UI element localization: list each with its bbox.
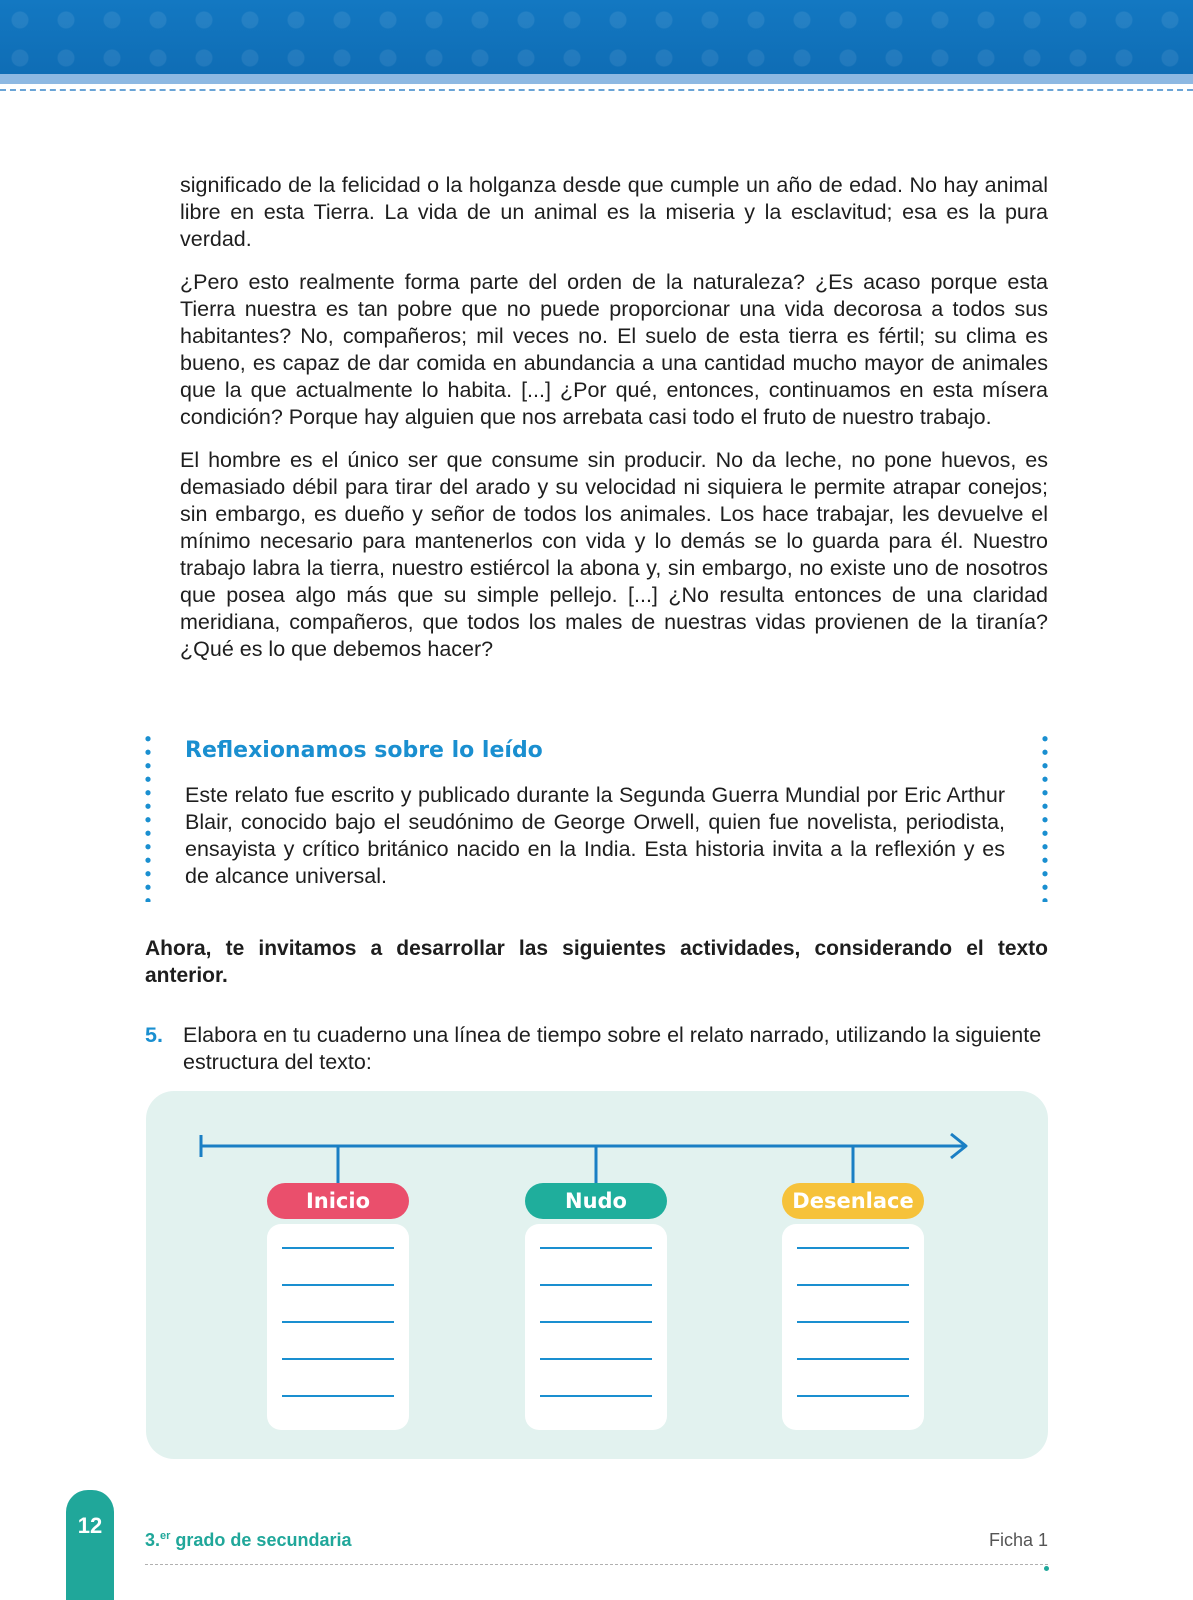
answer-line[interactable] <box>797 1321 909 1323</box>
reading-paragraph: significado de la felicidad o la holganza desde que cumple un año de edad. No hay animal libre en esta Tierra. La vida de un animal es la miseria y la esclavitud; esa es la pura verdad. <box>180 173 1048 251</box>
answer-line[interactable] <box>540 1321 652 1323</box>
stage-answer-card <box>267 1224 409 1430</box>
header-strip <box>0 74 1193 84</box>
answer-line[interactable] <box>540 1358 652 1360</box>
header-divider <box>0 89 1193 91</box>
grade-prefix: 3. <box>145 1530 161 1550</box>
activity-5 <box>145 1022 1048 1076</box>
stage-label: Inicio <box>267 1183 409 1219</box>
grade-ordinal: er <box>160 1530 171 1542</box>
answer-line[interactable] <box>282 1395 394 1397</box>
stage-nudo <box>525 1183 667 1430</box>
stage-answer-card <box>525 1224 667 1430</box>
answer-line[interactable] <box>540 1395 652 1397</box>
stage-label: Nudo <box>525 1183 667 1219</box>
answer-line[interactable] <box>797 1284 909 1286</box>
reflection-title: Reflexionamos sobre lo leído <box>185 738 543 763</box>
reading-paragraph: El hombre es el único ser que consume sin producir. No da leche, no pone huevos, es demasiado débil para tirar del arado y su velocidad ni siquiera le permite atrapar conejos; sin embargo, es dueño y señor de todos los animales. Los hace trabajar, les devuelve el mínimo necesario para mantenerlos con vida y lo demás se lo guarda para él. Nuestro trabajo labra la tierra, nuestro estiércol la abona y, sin embargo, no existe uno de nosotros que posea algo más que su simple pellejo. [...] ¿No resulta entonces de una claridad meridiana, compañeros, que todos los males de nuestras vidas provienen de la tiranía? ¿Qué es lo que debemos hacer? <box>180 448 1048 661</box>
answer-line[interactable] <box>797 1247 909 1249</box>
stage-desenlace <box>782 1183 924 1430</box>
page-tab <box>66 1490 114 1600</box>
grade-suffix: grado de secundaria <box>170 1530 352 1550</box>
answer-line[interactable] <box>797 1358 909 1360</box>
reading-excerpt <box>180 172 1048 679</box>
activity-number: 5. <box>145 1023 163 1047</box>
page-number: 12 <box>77 1513 103 1538</box>
answer-line[interactable] <box>540 1247 652 1249</box>
footer-dot <box>1044 1566 1049 1571</box>
ficha-label: Ficha 1 <box>988 1530 1048 1550</box>
dotted-border-left <box>145 732 151 902</box>
reflection-box <box>145 732 1048 902</box>
stage-label: Desenlace <box>782 1183 924 1219</box>
answer-line[interactable] <box>282 1321 394 1323</box>
reflection-text: Este relato fue escrito y publicado durante la Segunda Guerra Mundial por Eric Arthur Blair, conocido bajo el seudónimo de George Orwell, quien fue novelista, periodista, ensayista y crítico británico nacido en la India. Esta historia invita a la reflexión y es de alcance universal. <box>185 783 1005 888</box>
footer-divider <box>145 1564 1048 1565</box>
grade-label <box>145 1530 351 1551</box>
answer-line[interactable] <box>797 1395 909 1397</box>
answer-line[interactable] <box>540 1284 652 1286</box>
header-pattern <box>0 0 1193 74</box>
answer-line[interactable] <box>282 1358 394 1360</box>
timeline-panel <box>146 1091 1048 1459</box>
stage-inicio <box>267 1183 409 1430</box>
answer-line[interactable] <box>282 1284 394 1286</box>
activity-text: Elabora en tu cuaderno una línea de tiempo sobre el relato narrado, utilizando la siguiente estructura del texto: <box>183 1023 1042 1074</box>
reading-paragraph: ¿Pero esto realmente forma parte del orden de la naturaleza? ¿Es acaso porque esta Tierra nuestra es tan pobre que no puede proporcionar una vida decorosa a todos sus habitantes? No, compañeros; mil veces no. El suelo de esta tierra es fértil; su clima es bueno, es capaz de dar comida en abundancia a una cantidad mucho mayor de animales que la que actualmente lo habita. [...] ¿Por qué, entonces, continuamos en esta mísera condición? Porque hay alguien que nos arrebata casi todo el fruto de nuestro trabajo. <box>180 270 1048 429</box>
header-band <box>0 0 1193 74</box>
stage-answer-card <box>782 1224 924 1430</box>
answer-line[interactable] <box>282 1247 394 1249</box>
activities-instruction: Ahora, te invitamos a desarrollar las siguientes actividades, considerando el texto anterior. <box>145 937 1048 987</box>
dotted-border-right <box>1042 732 1048 902</box>
